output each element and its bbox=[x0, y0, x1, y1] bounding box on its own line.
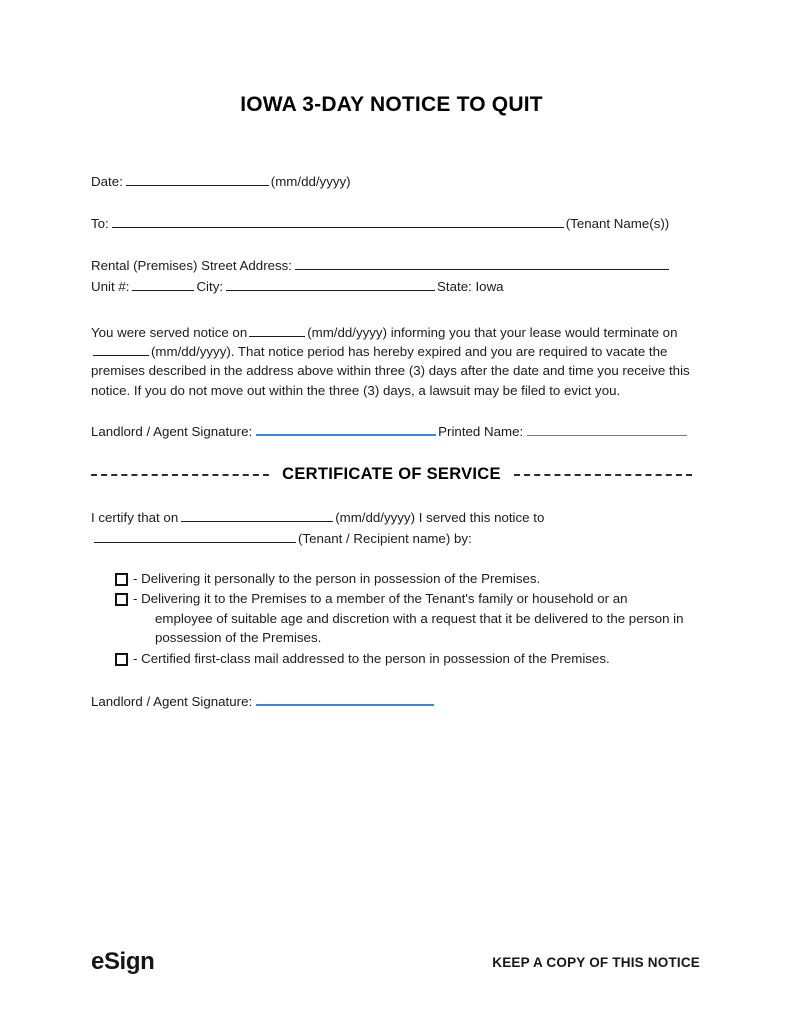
page-footer bbox=[91, 948, 700, 976]
list-item[interactable] bbox=[115, 649, 692, 669]
to-label: To: bbox=[91, 216, 109, 231]
certificate-signature-label: Landlord / Agent Signature: bbox=[91, 694, 253, 710]
unit-input[interactable] bbox=[132, 278, 194, 291]
to-row bbox=[91, 215, 692, 232]
service-option-text bbox=[133, 569, 692, 589]
to-hint: (Tenant Name(s)) bbox=[565, 216, 670, 231]
terminate-date-input[interactable] bbox=[93, 343, 149, 356]
body-hint2: (mm/dd/yyyy). That notice period has hereby expired and you are required to vacate the premises described in the address above within three (3) days after the date and time you receive this notice. If you do not move out within the three (3) days, a lawsuit may be filed to evict you. bbox=[91, 344, 690, 398]
tenant-name-input[interactable] bbox=[112, 215, 564, 228]
certify-part2: (Tenant / Recipient name) by: bbox=[298, 530, 472, 546]
city-input[interactable] bbox=[226, 278, 435, 291]
checkbox-icon[interactable] bbox=[115, 653, 128, 666]
checkbox-icon[interactable] bbox=[115, 593, 128, 606]
date-hint: (mm/dd/yyyy) bbox=[270, 174, 351, 189]
landlord-signature-field[interactable] bbox=[256, 423, 436, 436]
page-title: IOWA 3-DAY NOTICE TO QUIT bbox=[240, 93, 543, 116]
state-label: State: Iowa bbox=[437, 279, 504, 294]
body-part1: You were served notice on bbox=[91, 325, 248, 340]
date-row bbox=[91, 173, 692, 190]
service-option-line: - Delivering it to the Premises to a member of the Tenant's family or household or an bbox=[133, 591, 628, 607]
service-option-line: - Certified first-class mail addressed to the person in possession of the Premises. bbox=[133, 650, 610, 666]
certificate-signature-field[interactable] bbox=[256, 693, 434, 706]
certify-line-2 bbox=[91, 528, 692, 549]
service-option-text bbox=[133, 649, 692, 669]
certificate-of-service-header bbox=[91, 465, 692, 484]
footer-note: KEEP A COPY OF THIS NOTICE bbox=[492, 954, 700, 970]
certificate-signature-row bbox=[91, 693, 692, 710]
service-method-list bbox=[115, 569, 692, 669]
street-address-row bbox=[91, 257, 692, 274]
certificate-of-service-title: CERTIFICATE OF SERVICE bbox=[282, 464, 501, 483]
notice-body-paragraph bbox=[91, 323, 692, 400]
date-input[interactable] bbox=[126, 173, 269, 186]
list-item[interactable] bbox=[115, 569, 692, 589]
certify-date-input[interactable] bbox=[181, 509, 333, 522]
service-option-line: - Delivering it personally to the person in possession of the Premises. bbox=[133, 570, 541, 586]
body-hint1: (mm/dd/yyyy) informing you that your lease would terminate on bbox=[307, 325, 678, 340]
dashed-rule-right bbox=[514, 474, 692, 476]
checkbox-icon[interactable] bbox=[115, 573, 128, 586]
served-date-input[interactable] bbox=[249, 324, 305, 337]
service-option-text bbox=[133, 589, 692, 648]
landlord-signature-row bbox=[91, 423, 692, 440]
document-content bbox=[91, 0, 692, 710]
list-item[interactable] bbox=[115, 589, 692, 648]
unit-label: Unit #: bbox=[91, 279, 130, 294]
street-address-label: Rental (Premises) Street Address: bbox=[91, 258, 293, 273]
certify-block bbox=[91, 507, 692, 549]
date-label: Date: bbox=[91, 174, 123, 189]
printed-name-label: Printed Name: bbox=[438, 423, 524, 439]
city-label: City: bbox=[196, 279, 224, 294]
certify-hint: (mm/dd/yyyy) I served this notice to bbox=[335, 509, 545, 525]
service-option-continuation: employee of suitable age and discretion with a request that it be delivered to the person in possession of the Premises. bbox=[155, 610, 684, 646]
certify-part1: I certify that on bbox=[91, 509, 179, 525]
street-address-input[interactable] bbox=[295, 257, 669, 270]
unit-city-state-row bbox=[91, 278, 692, 295]
esign-logo: eSign bbox=[91, 948, 155, 975]
dashed-rule-left bbox=[91, 474, 269, 476]
landlord-signature-label: Landlord / Agent Signature: bbox=[91, 423, 253, 439]
printed-name-field[interactable] bbox=[527, 424, 687, 436]
recipient-name-input[interactable] bbox=[94, 530, 296, 543]
